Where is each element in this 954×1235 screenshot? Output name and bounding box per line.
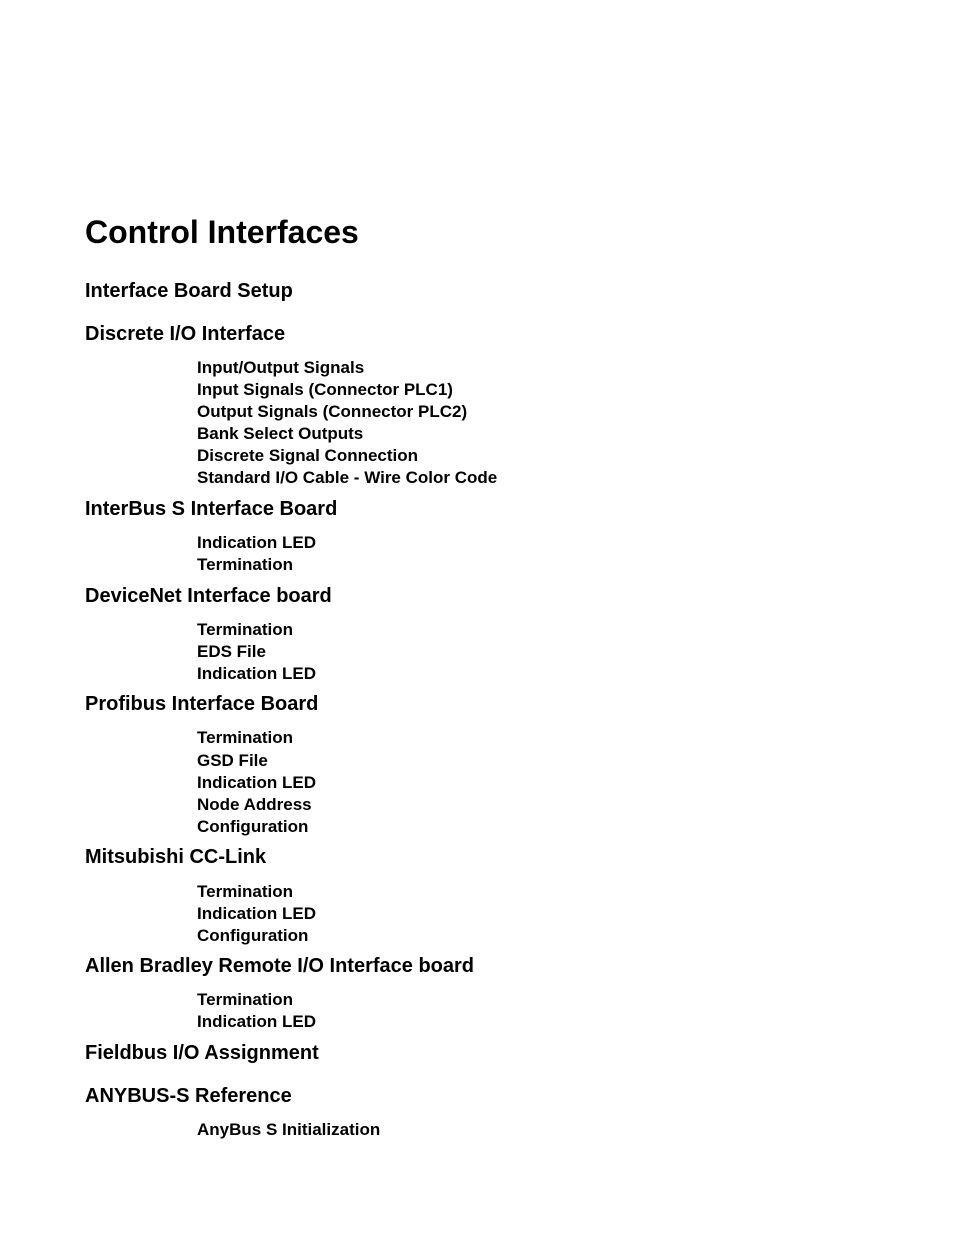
toc-subitem: Termination (197, 728, 294, 747)
section-heading-anybus-s-reference: ANYBUS-S Reference (85, 1085, 292, 1107)
toc-subitem: Indication LED (197, 904, 316, 923)
toc-subitem: Indication LED (197, 773, 316, 792)
toc-subitem: Indication LED (197, 1012, 316, 1031)
toc-subitem: Configuration (197, 817, 309, 836)
toc-subitem: Input/Output Signals (197, 358, 365, 377)
toc-subitem: Termination (197, 990, 294, 1009)
section-heading-interface-board-setup: Interface Board Setup (85, 280, 293, 302)
toc-subitem: Bank Select Outputs (197, 424, 364, 443)
section-heading-fieldbus-io-assignment: Fieldbus I/O Assignment (85, 1042, 319, 1064)
toc-subitem: Input Signals (Connector PLC1) (197, 380, 453, 399)
section-heading-interbus-s: InterBus S Interface Board (85, 498, 338, 520)
toc-subitem: Termination (197, 555, 294, 574)
section-heading-allen-bradley: Allen Bradley Remote I/O Interface board (85, 955, 474, 977)
toc-subitem: Output Signals (Connector PLC2) (197, 402, 468, 421)
section-heading-mitsubishi-cc-link: Mitsubishi CC-Link (85, 846, 267, 868)
toc-subitem: Node Address (197, 795, 312, 814)
toc-subitem: AnyBus S Initialization (197, 1120, 381, 1139)
section-heading-discrete-io-interface: Discrete I/O Interface (85, 323, 286, 345)
section-heading-profibus: Profibus Interface Board (85, 693, 319, 715)
page-title: Control Interfaces (85, 214, 359, 250)
toc-subitem: Indication LED (197, 664, 316, 683)
toc-subitem: EDS File (197, 642, 266, 661)
toc-subitem: Configuration (197, 926, 309, 945)
toc-subitem: Indication LED (197, 533, 316, 552)
toc-subitem: Standard I/O Cable - Wire Color Code (197, 468, 498, 487)
toc-subitem: GSD File (197, 751, 268, 770)
section-heading-devicenet: DeviceNet Interface board (85, 585, 332, 607)
toc-subitem: Termination (197, 620, 294, 639)
toc-subitem: Discrete Signal Connection (197, 446, 419, 465)
toc-subitem: Termination (197, 882, 294, 901)
